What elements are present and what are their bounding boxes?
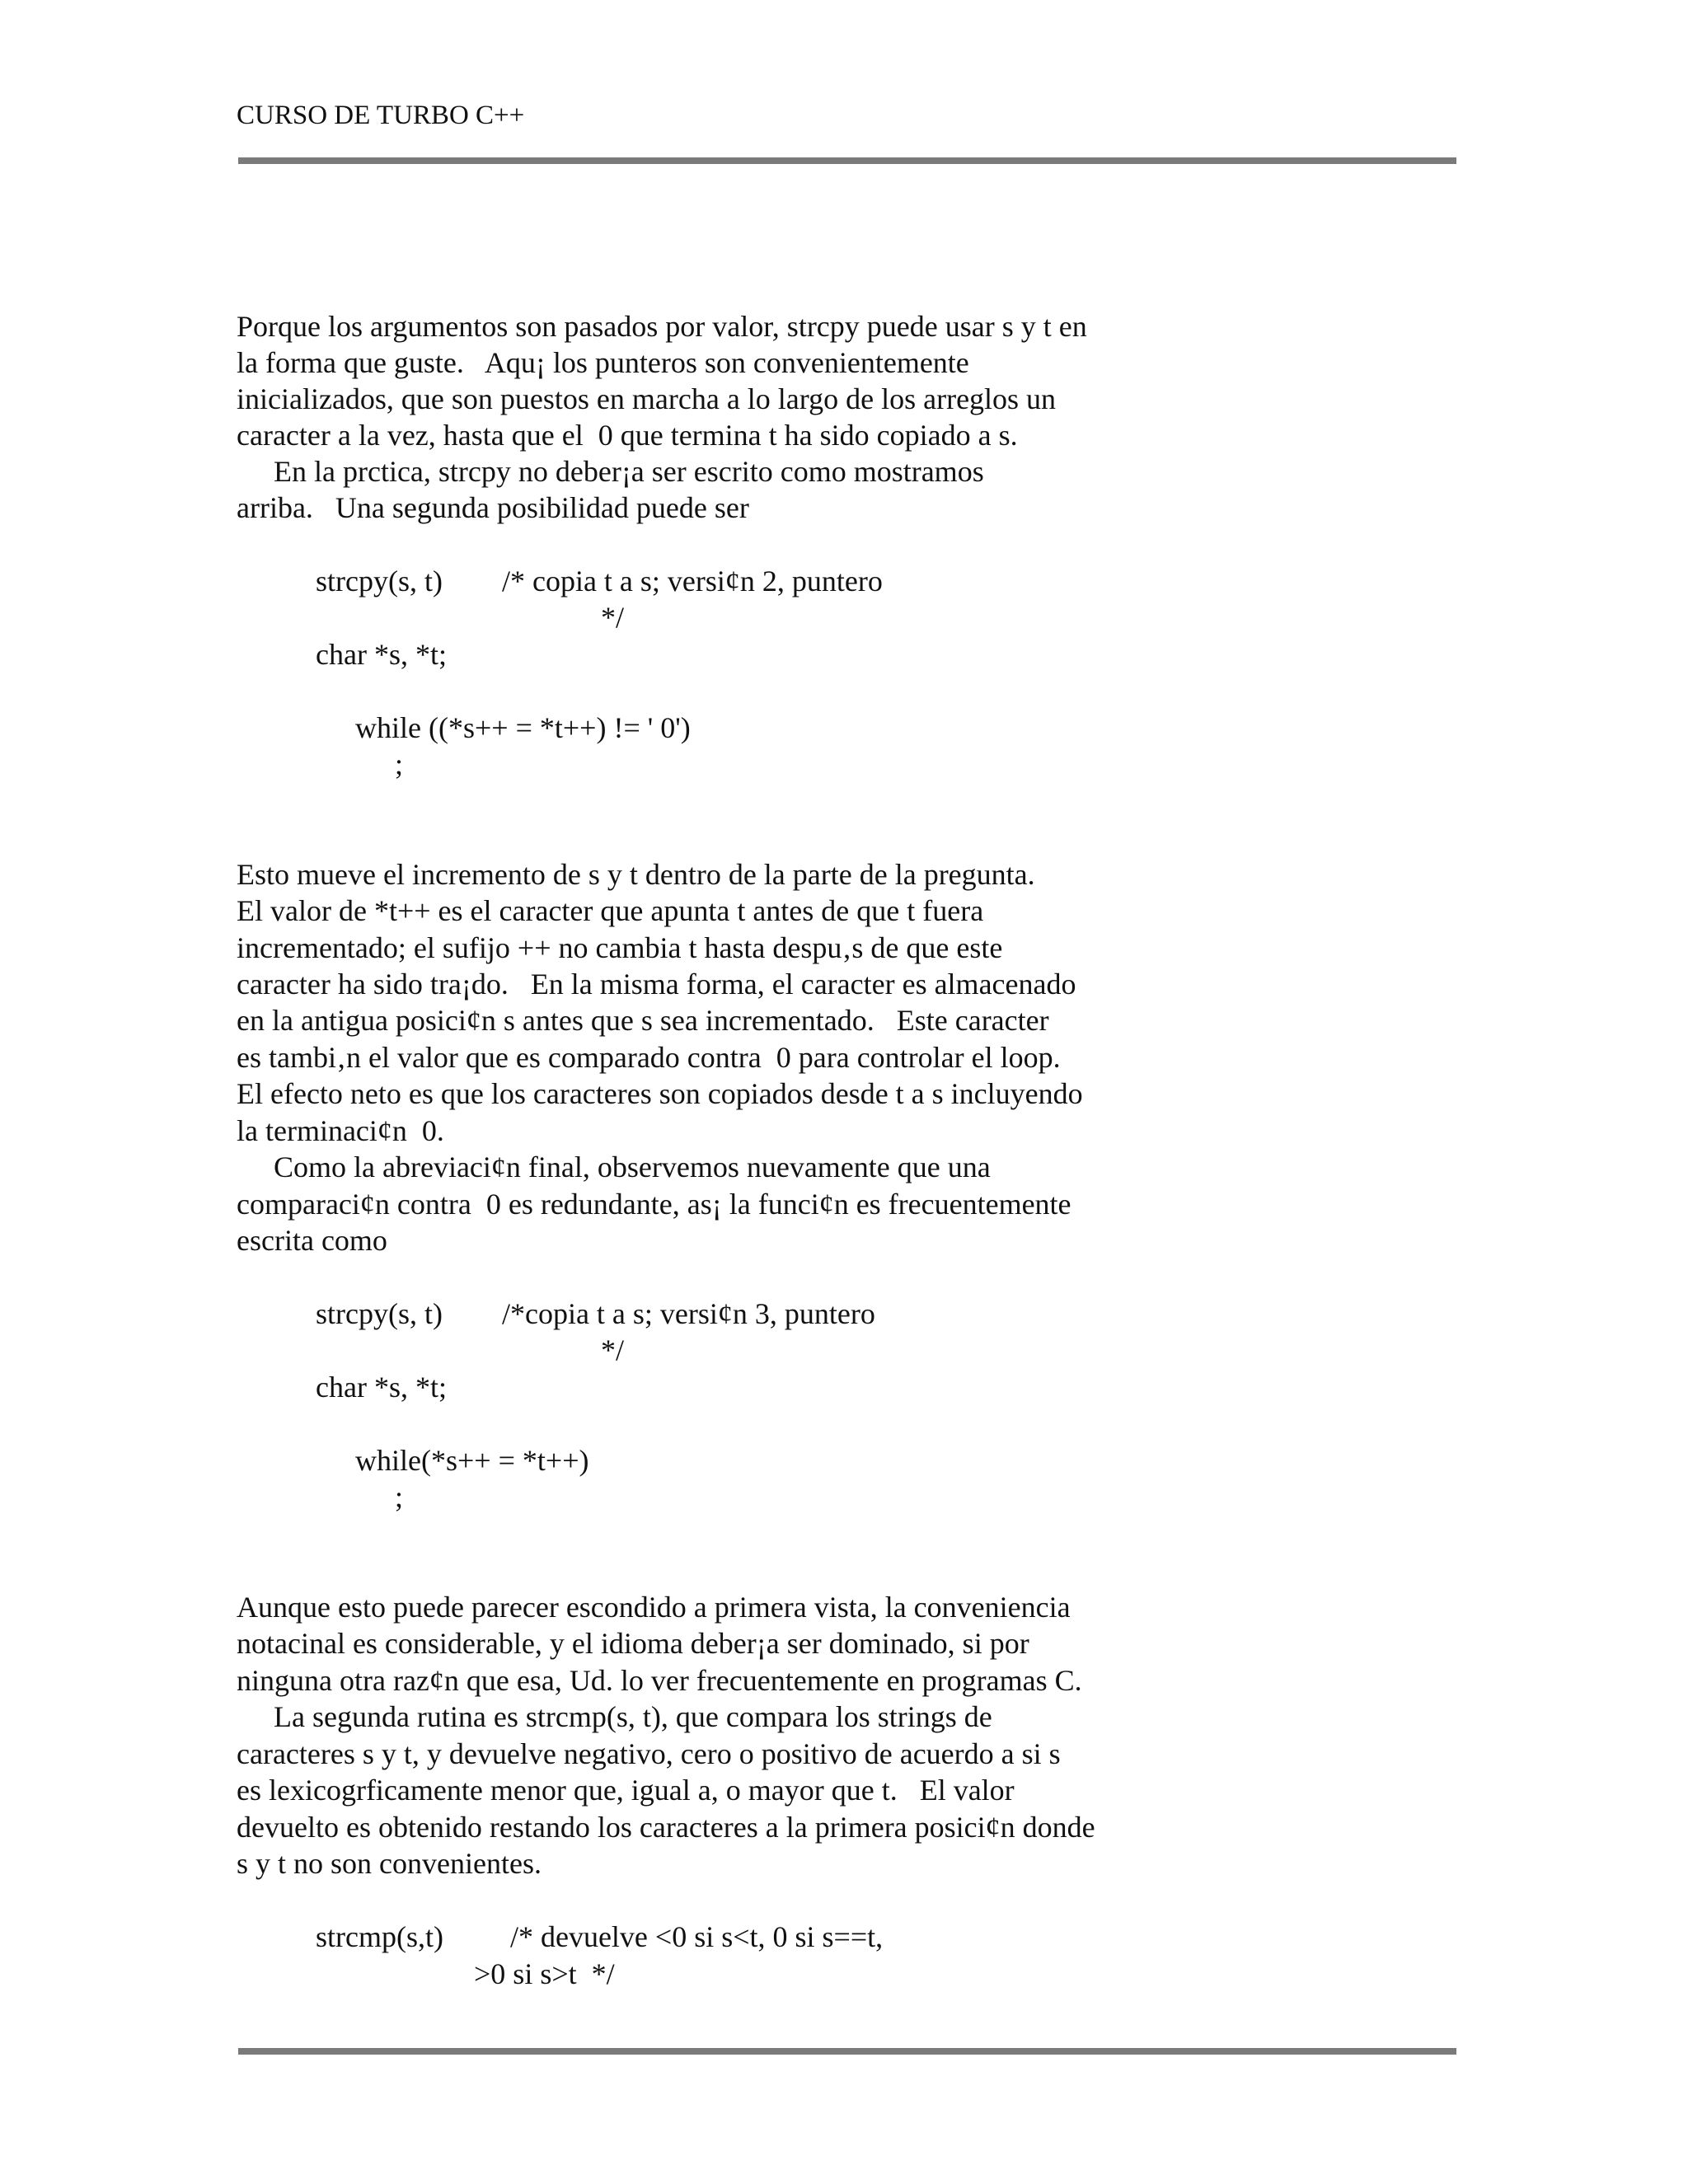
- text-line: Como la abreviaci¢n final, observemos nuevamente que una: [237, 1151, 991, 1183]
- text-line: notacinal es considerable, y el idioma deber¡a ser dominado, si por: [237, 1627, 1029, 1660]
- code-line: char *s, *t;: [316, 1371, 447, 1404]
- text-line: Aunque esto puede parecer escondido a primera vista, la conveniencia: [237, 1591, 1071, 1624]
- text-line: inicializados, que son puestos en marcha a lo largo de los arreglos un: [237, 382, 1057, 415]
- code-line: while(*s++ = *t++): [355, 1444, 589, 1477]
- text-line: escrita como: [237, 1224, 387, 1257]
- code-line: char *s, *t;: [316, 638, 447, 671]
- text-line: en la antigua posici¢n s antes que s sea incrementado. Este caracter: [237, 1004, 1049, 1037]
- text-line: s y t no son convenientes.: [237, 1847, 542, 1880]
- code-line: >0 si s>t */: [474, 1957, 615, 1990]
- code-line: */: [601, 1333, 625, 1366]
- text-line: ninguna otra raz¢n que esa, Ud. lo ver frecuentemente en programas C.: [237, 1664, 1082, 1697]
- text-line: caracter ha sido tra¡do. En la misma forma, el caracter es almacenado: [237, 968, 1076, 1001]
- page-header-title: CURSO DE TURBO C++: [237, 101, 525, 130]
- text-line: devuelto es obtenido restando los caracteres a la primera posici¢n donde: [237, 1811, 1095, 1844]
- text-line: la forma que guste. Aqu¡ los punteros son convenientemente: [237, 346, 969, 379]
- text-line: es lexicogrficamente menor que, igual a, o mayor que t. El valor: [237, 1774, 1015, 1807]
- text-line: En la prctica, strcpy no deber¡a ser escrito como mostramos: [237, 455, 984, 488]
- code-line: while ((*s++ = *t++) != ' 0'): [355, 711, 691, 744]
- text-line: la terminaci¢n 0.: [237, 1114, 444, 1147]
- code-line: ;: [395, 1480, 404, 1513]
- text-line: Porque los argumentos son pasados por valor, strcpy puede usar s y t en: [237, 310, 1087, 343]
- footer-rule: [238, 2048, 1456, 2055]
- code-line: */: [601, 601, 625, 634]
- text-line: incrementado; el sufijo ++ no cambia t hasta despu‚s de que este: [237, 931, 1003, 964]
- text-line: El efecto neto es que los caracteres son copiados desde t a s incluyendo: [237, 1077, 1083, 1110]
- code-line: strcpy(s, t) /*copia t a s; versi¢n 3, puntero: [316, 1297, 875, 1330]
- text-line: Esto mueve el incremento de s y t dentro de la parte de la pregunta.: [237, 858, 1035, 891]
- code-line: strcmp(s,t) /* devuelve <0 si s<t, 0 si s==t,: [316, 1920, 884, 1953]
- text-line: arriba. Una segunda posibilidad puede ser: [237, 491, 749, 524]
- text-line: caracteres s y t, y devuelve negativo, cero o positivo de acuerdo a si s: [237, 1737, 1061, 1770]
- code-line: strcpy(s, t) /* copia t a s; versi¢n 2, puntero: [316, 565, 883, 598]
- text-line: caracter a la vez, hasta que el 0 que termina t ha sido copiado a s.: [237, 419, 1018, 452]
- code-line: ;: [395, 748, 404, 780]
- text-line: comparaci¢n contra 0 es redundante, as¡ la funci¢n es frecuentemente: [237, 1188, 1071, 1221]
- text-line: La segunda rutina es strcmp(s, t), que compara los strings de: [237, 1700, 992, 1733]
- text-line: es tambi‚n el valor que es comparado contra 0 para controlar el loop.: [237, 1041, 1061, 1074]
- text-line: El valor de *t++ es el caracter que apunta t antes de que t fuera: [237, 894, 984, 927]
- header-rule: [238, 157, 1456, 164]
